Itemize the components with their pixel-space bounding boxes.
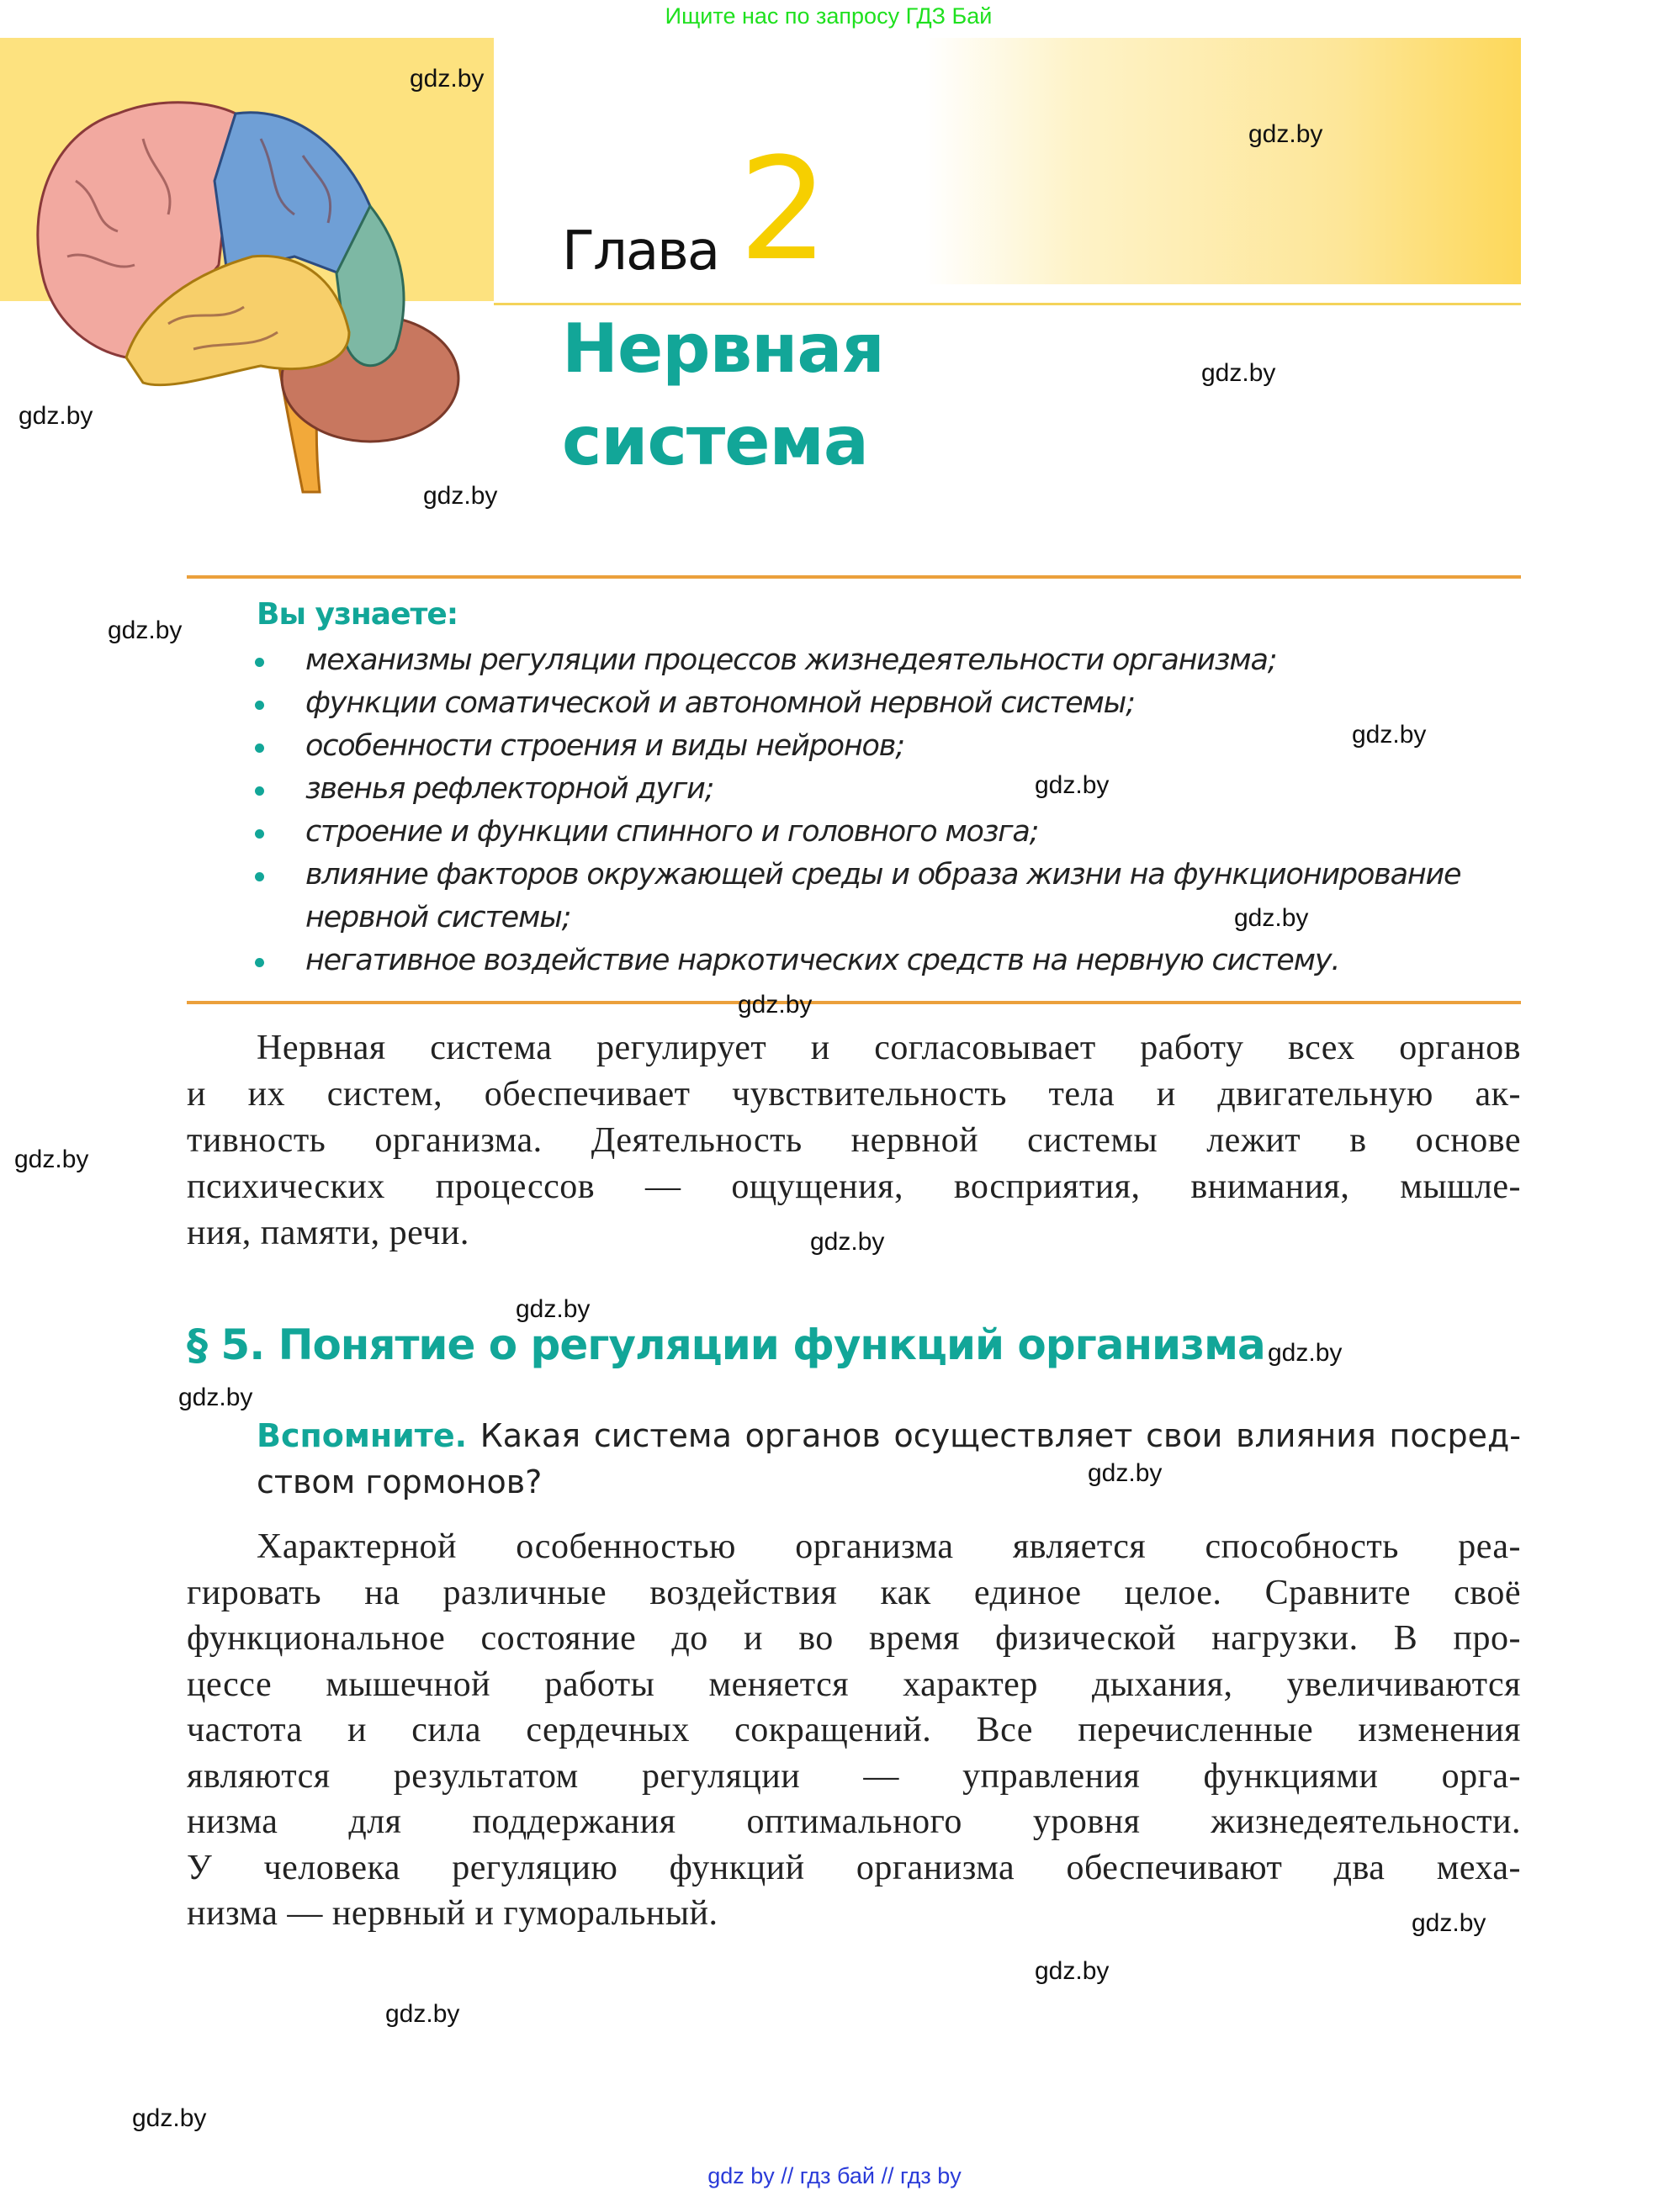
text-line-content: низма для поддержания оптимального уровня жизнедеятельности. bbox=[187, 1802, 1521, 1841]
watermark: gdz.by bbox=[14, 1146, 89, 1173]
watermark: gdz.by bbox=[132, 2104, 207, 2132]
watermark: gdz.by bbox=[1035, 771, 1110, 799]
watermark: gdz.by bbox=[738, 991, 813, 1019]
chapter-label: Глава bbox=[562, 220, 719, 283]
text-line bbox=[257, 1028, 1521, 1068]
learn-item-text: негативное воздействие наркотических средств на нервную систему. bbox=[305, 944, 1340, 977]
bullet-icon bbox=[255, 744, 264, 753]
text-line bbox=[187, 1710, 1521, 1750]
watermark: gdz.by bbox=[1352, 721, 1427, 749]
watermark: gdz.by bbox=[385, 2000, 460, 2028]
bullet-icon bbox=[255, 872, 264, 881]
watermark: gdz.by bbox=[1412, 1909, 1486, 1937]
watermark: gdz.by bbox=[516, 1295, 591, 1323]
text-line-content: низма — нервный и гуморальный. bbox=[187, 1894, 718, 1933]
text-line bbox=[187, 1167, 1521, 1207]
bullet-icon bbox=[255, 786, 264, 796]
learn-item-text: функции соматической и автономной нервной системы; bbox=[305, 686, 1135, 720]
search-hint-banner: Ищите нас по запросу ГДЗ Бай bbox=[665, 3, 993, 29]
footer-links[interactable]: gdz by // гдз бай // гдз by bbox=[707, 2163, 962, 2188]
text-line-content: Нервная система регулирует и согласовывает работу всех органов bbox=[257, 1029, 1521, 1067]
text-line-content: и их систем, обеспечивает чувствительность тела и двигательную ак- bbox=[187, 1075, 1521, 1114]
learn-item-text: строение и функции спинного и головного мозга; bbox=[305, 815, 1039, 849]
header-divider bbox=[494, 303, 1521, 305]
text-line-content: являются результатом регуляции — управления функциями орга- bbox=[187, 1756, 1521, 1796]
watermark: gdz.by bbox=[810, 1228, 885, 1256]
remember-question-part1: Какая система органов осуществляет свои влияния посред- bbox=[467, 1417, 1521, 1454]
text-line bbox=[187, 1664, 1521, 1705]
text-line bbox=[257, 1527, 1521, 1567]
watermark: gdz.by bbox=[1201, 359, 1276, 387]
text-line-content: цессе мышечной работы меняется характер дыхания, увеличиваются bbox=[187, 1664, 1521, 1704]
chapter-title-line1: Нервная bbox=[562, 310, 884, 388]
learn-heading: Вы узнаете: bbox=[257, 597, 458, 632]
watermark: gdz.by bbox=[178, 1384, 253, 1411]
watermark: gdz.by bbox=[423, 482, 498, 510]
text-line-content: У человека регуляцию функций организма обеспечивают два меха- bbox=[187, 1848, 1521, 1887]
learn-item-text: механизмы регуляции процессов жизнедеятельности организма; bbox=[305, 643, 1277, 677]
learn-box-top-rule bbox=[187, 575, 1521, 579]
watermark: gdz.by bbox=[1088, 1459, 1163, 1487]
bullet-icon bbox=[255, 701, 264, 710]
section-title: § 5. Понятие о регуляции функций организма bbox=[187, 1320, 1265, 1369]
learn-item-text: нервной системы; bbox=[305, 901, 571, 934]
text-line-content: тивность организма. Деятельность нервной системы лежит в основе bbox=[187, 1121, 1521, 1160]
watermark: gdz.by bbox=[410, 65, 485, 93]
text-line bbox=[187, 1074, 1521, 1114]
remember-line1 bbox=[257, 1417, 1521, 1454]
text-line-content: Характерной особенностью организма является способность реа- bbox=[257, 1527, 1521, 1566]
watermark: gdz.by bbox=[1234, 904, 1309, 932]
text-line-content: частота и сила сердечных сокращений. Все перечисленные изменения bbox=[187, 1711, 1521, 1749]
bullet-icon bbox=[255, 658, 264, 667]
bullet-icon bbox=[255, 958, 264, 967]
watermark: gdz.by bbox=[1268, 1339, 1343, 1367]
chapter-title-line2: система bbox=[562, 402, 868, 480]
text-line bbox=[187, 1848, 1521, 1888]
text-line bbox=[187, 1618, 1521, 1659]
header-gradient-block bbox=[925, 38, 1521, 284]
watermark: gdz.by bbox=[1035, 1957, 1110, 1985]
text-line-content: функциональное состояние до и во время физической нагрузки. В про- bbox=[187, 1619, 1521, 1658]
watermark: gdz.by bbox=[108, 617, 183, 644]
text-line-content: психических процессов — ощущения, восприятия, внимания, мышле- bbox=[187, 1167, 1521, 1206]
learn-item-text: влияние факторов окружающей среды и образа жизни на функционирование bbox=[305, 858, 1461, 892]
watermark: gdz.by bbox=[1248, 120, 1323, 148]
watermark: gdz.by bbox=[19, 402, 93, 430]
remember-question-part2: ством гормонов? bbox=[257, 1463, 543, 1500]
learn-box-bottom-rule bbox=[187, 1001, 1521, 1004]
text-line bbox=[187, 1573, 1521, 1613]
text-line bbox=[187, 1893, 1521, 1934]
text-line-content: ния, памяти, речи. bbox=[187, 1214, 469, 1252]
learn-item-text: звенья рефлекторной дуги; bbox=[305, 772, 714, 806]
learn-item-text: особенности строения и виды нейронов; bbox=[305, 729, 904, 763]
text-line bbox=[187, 1756, 1521, 1797]
chapter-number: 2 bbox=[739, 127, 829, 292]
remember-label: Вспомните. bbox=[257, 1417, 468, 1454]
brain-illustration bbox=[25, 55, 513, 500]
text-line bbox=[187, 1120, 1521, 1161]
text-line-content: гировать на различные воздействия как единое целое. Сравните своё bbox=[187, 1573, 1521, 1612]
text-line bbox=[187, 1802, 1521, 1842]
bullet-icon bbox=[255, 829, 264, 839]
